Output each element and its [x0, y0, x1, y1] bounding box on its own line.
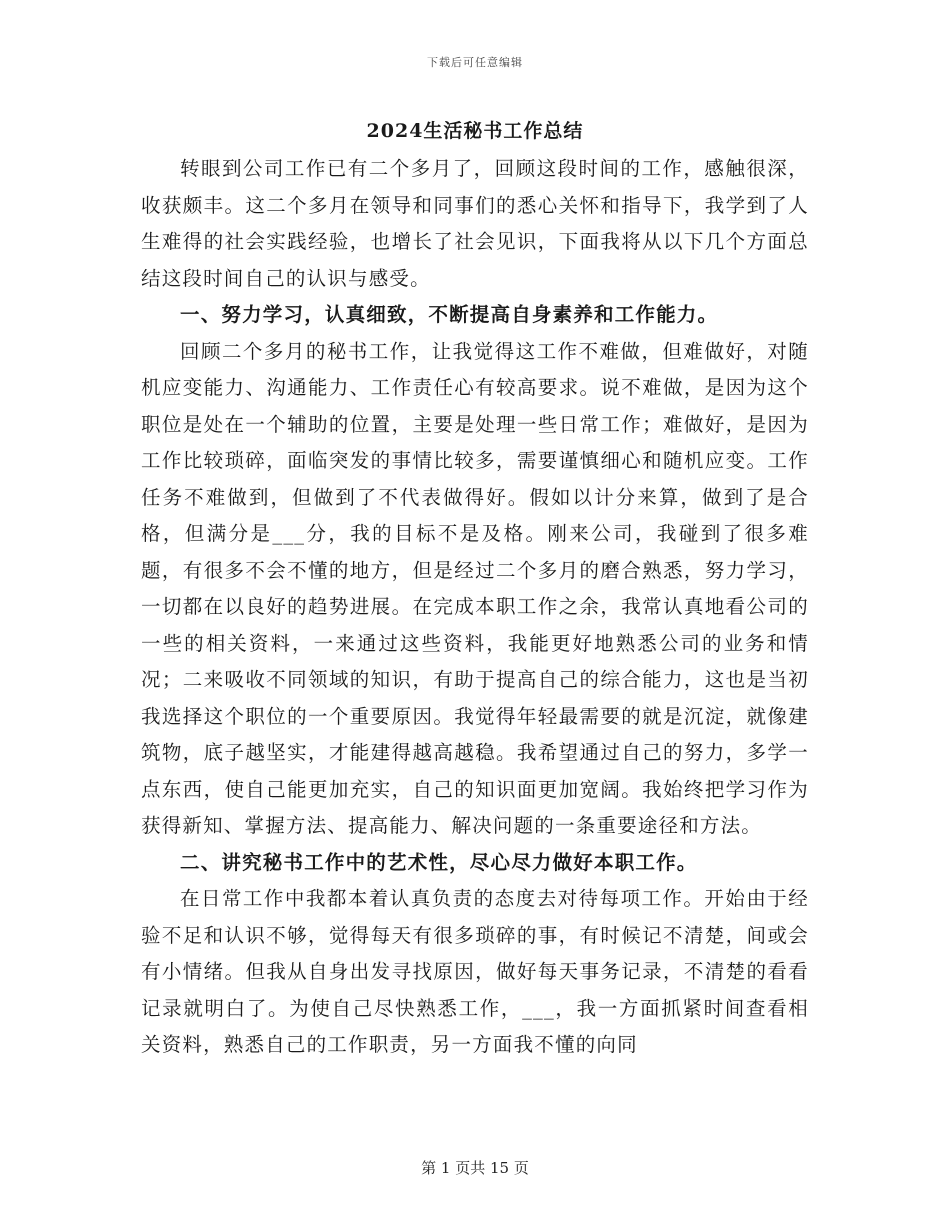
section-heading-2: 二、讲究秘书工作中的艺术性，尽心尽力做好本职工作。 — [180, 850, 698, 874]
paragraph-intro: 转眼到公司工作已有二个多月了，回顾这段时间的工作，感触很深，收获颇丰。这二个多月在领导和同事们的悉心关怀和指导下，我学到了人生难得的社会实践经验，也增长了社会见识，下面我将从以下几个方面总结这段时间自己的认识与感受。 — [141, 157, 809, 290]
paragraph-section-2: 在日常工作中我都本着认真负责的态度去对待每项工作。开始由于经验不足和认识不够，觉得每天有很多琐碎的事，有时候记不清楚，间或会有小情绪。但我从自身出发寻找原因，做好每天事务记录，不清楚的看看记录就明白了。为使自己尽快熟悉工作，___，我一方面抓紧时间查看相关资料，熟悉自己的工作职责，另一方面我不懂的向同 — [141, 887, 809, 1056]
header-note: 下载后可任意编辑 — [427, 56, 523, 69]
document-body — [141, 151, 809, 1064]
paragraph-section-1: 回顾二个多月的秘书工作，让我觉得这工作不难做，但难做好，对随机应变能力、沟通能力、工作责任心有较高要求。说不难做，是因为这个职位是处在一个辅助的位置，主要是处理一些日常工作；难做好，是因为工作比较琐碎，面临突发的事情比较多，需要谨慎细心和随机应变。工作任务不难做到，但做到了不代表做得好。假如以计分来算，做到了是合格，但满分是___分，我的目标不是及格。刚来公司，我碰到了很多难题，有很多不会不懂的地方，但是经过二个多月的磨合熟悉，努力学习，一切都在以良好的趋势进展。在完成本职工作之余，我常认真地看公司的一些的相关资料，一来通过这些资料，我能更好地熟悉公司的业务和情况；二来吸收不同领域的知识，有助于提高自己的综合能力，这也是当初我选择这个职位的一个重要原因。我觉得年轻最需要的就是沉淀，就像建筑物，底子越坚实，才能建得越高越稳。我希望通过自己的努力，多学一点东西，使自己能更加充实，自己的知识面更加宽阔。我始终把学习作为获得新知、掌握方法、提高能力、解决问题的一条重要途径和方法。 — [141, 339, 809, 837]
document-title: 2024生活秘书工作总结 — [366, 120, 584, 142]
section-heading-1: 一、努力学习，认真细致，不断提高自身素养和工作能力。 — [180, 303, 719, 326]
page-number-footer: 第 1 页共 15 页 — [421, 1159, 529, 1177]
